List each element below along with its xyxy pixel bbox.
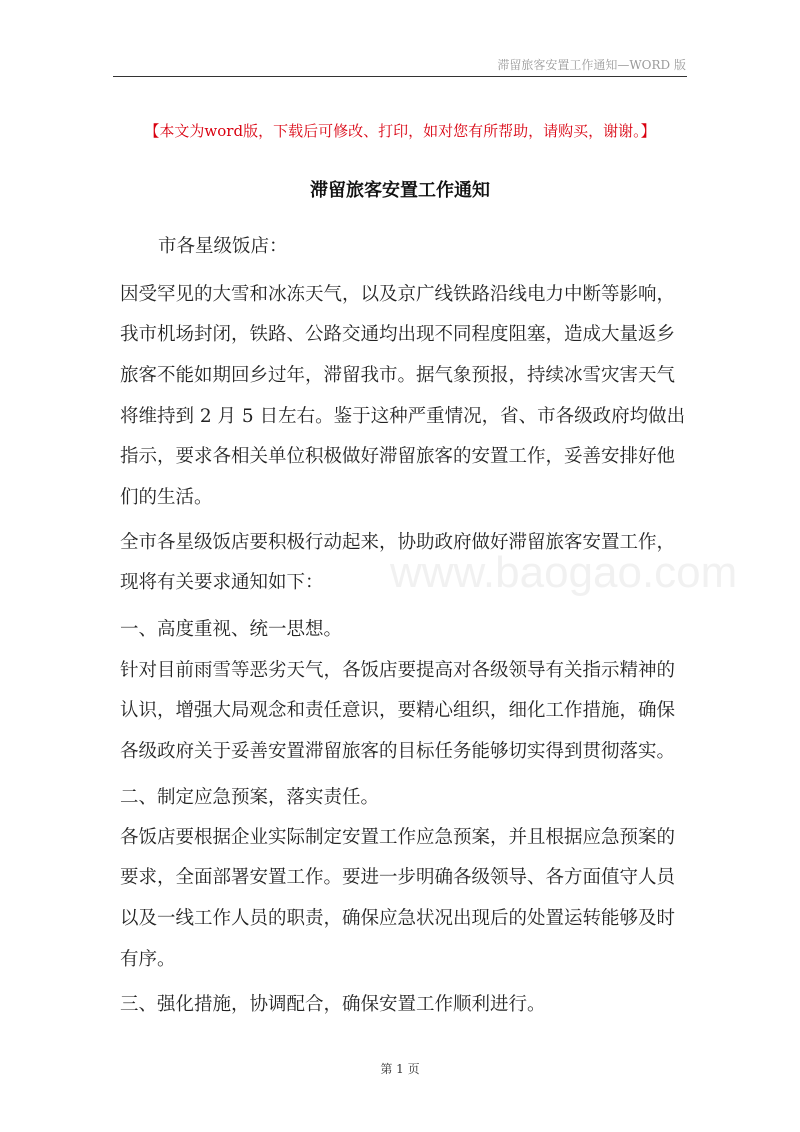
body-line: 针对目前雨雪等恶劣天气，各饭店要提高对各级领导有关指示精神的 <box>120 660 676 681</box>
section-heading: 三、强化措施，协调配合，确保安置工作顺利进行。 <box>120 994 546 1015</box>
body-line: 因受罕见的大雪和冰冻天气，以及京广线铁路沿线电力中断等影响， <box>120 284 676 305</box>
body-line: 指示，要求各相关单位积极做好滞留旅客的安置工作，妥善安排好他 <box>120 446 676 467</box>
running-header: 滞留旅客安置工作通知—WORD 版 <box>497 58 686 72</box>
body-line: 将维持到 2 月 5 日左右。鉴于这种严重情况，省、市各级政府均做出 <box>120 406 686 427</box>
body-line: 以及一线工作人员的职责，确保应急状况出现后的处置运转能够及时 <box>120 908 676 929</box>
body-line: 全市各星级饭店要积极行动起来，协助政府做好滞留旅客安置工作， <box>120 532 676 553</box>
body-line: 各级政府关于妥善安置滞留旅客的目标任务能够切实得到贯彻落实。 <box>120 741 676 762</box>
body-line: 认识，增强大局观念和责任意识，要精心组织，细化工作措施，确保 <box>120 700 676 721</box>
section-heading: 二、制定应急预案，落实责任。 <box>120 787 380 808</box>
salutation: 市各星级饭店： <box>158 236 288 257</box>
section-heading: 一、高度重视、统一思想。 <box>120 619 343 640</box>
body-line: 们的生活。 <box>120 487 213 508</box>
watermark: www.baogao.com <box>390 548 738 597</box>
purchase-notice: 【本文为word版，下载后可修改、打印，如对您有所帮助，请购买，谢谢。】 <box>144 122 656 140</box>
body-line: 我市机场封闭，铁路、公路交通均出现不同程度阻塞，造成大量返乡 <box>120 324 676 345</box>
header-divider <box>113 76 687 77</box>
body-line: 有序。 <box>120 949 176 970</box>
body-line: 要求，全面部署安置工作。要进一步明确各级领导、各方面值守人员 <box>120 867 676 888</box>
body-line: 现将有关要求通知如下： <box>120 572 324 593</box>
document-title: 滞留旅客安置工作通知 <box>310 180 490 201</box>
body-line: 各饭店要根据企业实际制定安置工作应急预案，并且根据应急预案的 <box>120 827 676 848</box>
page-number: 第 1 页 <box>380 1062 420 1076</box>
body-line: 旅客不能如期回乡过年，滞留我市。据气象预报，持续冰雪灾害天气 <box>120 365 676 386</box>
